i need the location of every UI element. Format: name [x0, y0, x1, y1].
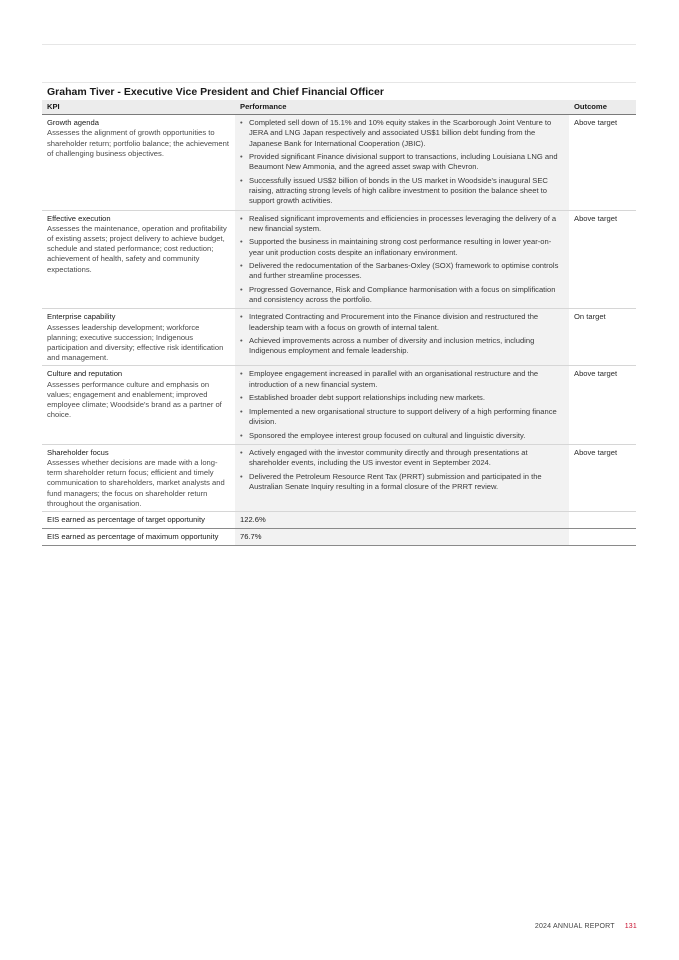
performance-bullet: • Actively engaged with the investor community directly and through presentations at shareholder events, including the US investor event in September 2024. [240, 448, 565, 468]
kpi-cell [42, 115, 235, 210]
kpi-name: Enterprise capability [47, 312, 116, 322]
outcome-cell: Above target [569, 444, 636, 511]
table-row [42, 115, 636, 210]
kpi-cell [42, 366, 235, 444]
header-performance: Performance [235, 100, 569, 115]
outcome-cell: On target [569, 309, 636, 366]
outcome-cell: Above target [569, 366, 636, 444]
kpi-description: Assesses performance culture and emphasis on values; engagement and enablement; improved employee climate; Woodside's brand as a partner of choice. [47, 379, 222, 420]
eis-maximum-outcome [569, 529, 636, 546]
kpi-description: Assesses whether decisions are made with a long-term shareholder return focus; efficient and timely communication to shareholders, market analysts and fund managers; the focus on shareholder return throughout the organisation. [47, 458, 225, 508]
table-header-row [42, 100, 636, 115]
kpi-name: Shareholder focus [47, 447, 109, 457]
performance-bullet: • Achieved improvements across a number of diversity and inclusion metrics, including Indigenous employment and female leadership. [240, 336, 565, 356]
kpi-description: Assesses the alignment of growth opportunities to shareholder return; portfolio balance; the achievement of challenging business objectives. [47, 128, 229, 158]
kpi-name: Growth agenda [47, 118, 99, 128]
eis-row-maximum [42, 529, 636, 546]
eis-row-target [42, 512, 636, 529]
performance-cell [235, 210, 569, 309]
kpi-description: Assesses the maintenance, operation and profitability of existing assets; project delivery to achieve budget, schedule and stated performance; cost reduction; achievement of health, safety and community expectations. [47, 223, 227, 274]
performance-cell [235, 366, 569, 444]
top-divider [42, 44, 636, 45]
eis-target-label: EIS earned as percentage of target opportunity [42, 512, 235, 529]
table-row [42, 444, 636, 511]
outcome-cell: Above target [569, 115, 636, 210]
section-title: Graham Tiver - Executive Vice President and Chief Financial Officer [42, 82, 636, 100]
eis-target-outcome [569, 512, 636, 529]
performance-bullet: • Integrated Contracting and Procurement into the Finance division and restructured the leadership team with a focus on growth of internal talent. [240, 312, 565, 332]
eis-maximum-value: 76.7% [235, 529, 569, 546]
kpi-table [42, 100, 636, 546]
performance-bullet: • Delivered the redocumentation of the Sarbanes-Oxley (SOX) framework to optimise controls and further streamline processes. [240, 261, 565, 281]
performance-bullet: • Progressed Governance, Risk and Compliance harmonisation with a focus on simplification and consistency across the portfolio. [240, 285, 565, 305]
performance-bullet: • Supported the business in maintaining strong cost performance resulting in lower year-on-year unit production costs despite an inflationary environment. [240, 237, 565, 257]
table-row [42, 366, 636, 444]
outcome-cell: Above target [569, 210, 636, 309]
performance-bullet: • Provided significant Finance divisional support to transactions, including Louisiana LNG and Beaumont New Ammonia, and the agreed asset swap with Chevron. [240, 152, 565, 172]
performance-bullet: • Successfully issued US$2 billion of bonds in the US market in Woodside's inaugural SEC raising, attracting strong levels of high calibre investment to position the balance sheet to support growth activities. [240, 176, 565, 207]
header-outcome: Outcome [569, 100, 636, 115]
kpi-name: Effective execution [47, 213, 111, 223]
performance-bullet: • Implemented a new organisational structure to support delivery of a high performing finance division. [240, 407, 565, 427]
kpi-name: Culture and reputation [47, 369, 123, 379]
performance-bullet: • Delivered the Petroleum Resource Rent Tax (PRRT) submission and participated in the Australian Senate Inquiry resulting in a formal closure of the PRRT review. [240, 472, 565, 492]
kpi-cell [42, 210, 235, 309]
performance-bullet: • Established broader debt support relationships including new markets. [240, 393, 565, 403]
report-name: 2024 ANNUAL REPORT [534, 923, 615, 930]
header-kpi: KPI [42, 100, 235, 115]
eis-maximum-label: EIS earned as percentage of maximum opportunity [42, 529, 235, 546]
kpi-description: Assesses leadership development; workforce planning; executive succession; Indigenous participation and diversity; effective risk identification and management. [47, 322, 224, 363]
table-row [42, 309, 636, 366]
eis-target-value: 122.6% [235, 512, 569, 529]
performance-cell [235, 115, 569, 210]
kpi-cell [42, 309, 235, 366]
performance-bullet: • Realised significant improvements and efficiencies in processes leveraging the delivery of a new financial system. [240, 214, 565, 234]
performance-cell [235, 309, 569, 366]
kpi-cell [42, 444, 235, 511]
performance-bullet: • Completed sell down of 15.1% and 10% equity stakes in the Scarborough Joint Venture to JERA and LNG Japan respectively and associated US$1 billion debt funding from the Japanese Bank for International Cooperation (JBIC). [240, 118, 565, 149]
performance-bullet: • Sponsored the employee interest group focused on cultural and linguistic diversity. [240, 431, 565, 441]
performance-cell [235, 444, 569, 511]
page-number: 131 [624, 923, 637, 930]
page-footer [535, 923, 637, 930]
performance-bullet: • Employee engagement increased in parallel with an organisational restructure and the introduction of a new financial system. [240, 369, 565, 389]
table-row [42, 210, 636, 309]
